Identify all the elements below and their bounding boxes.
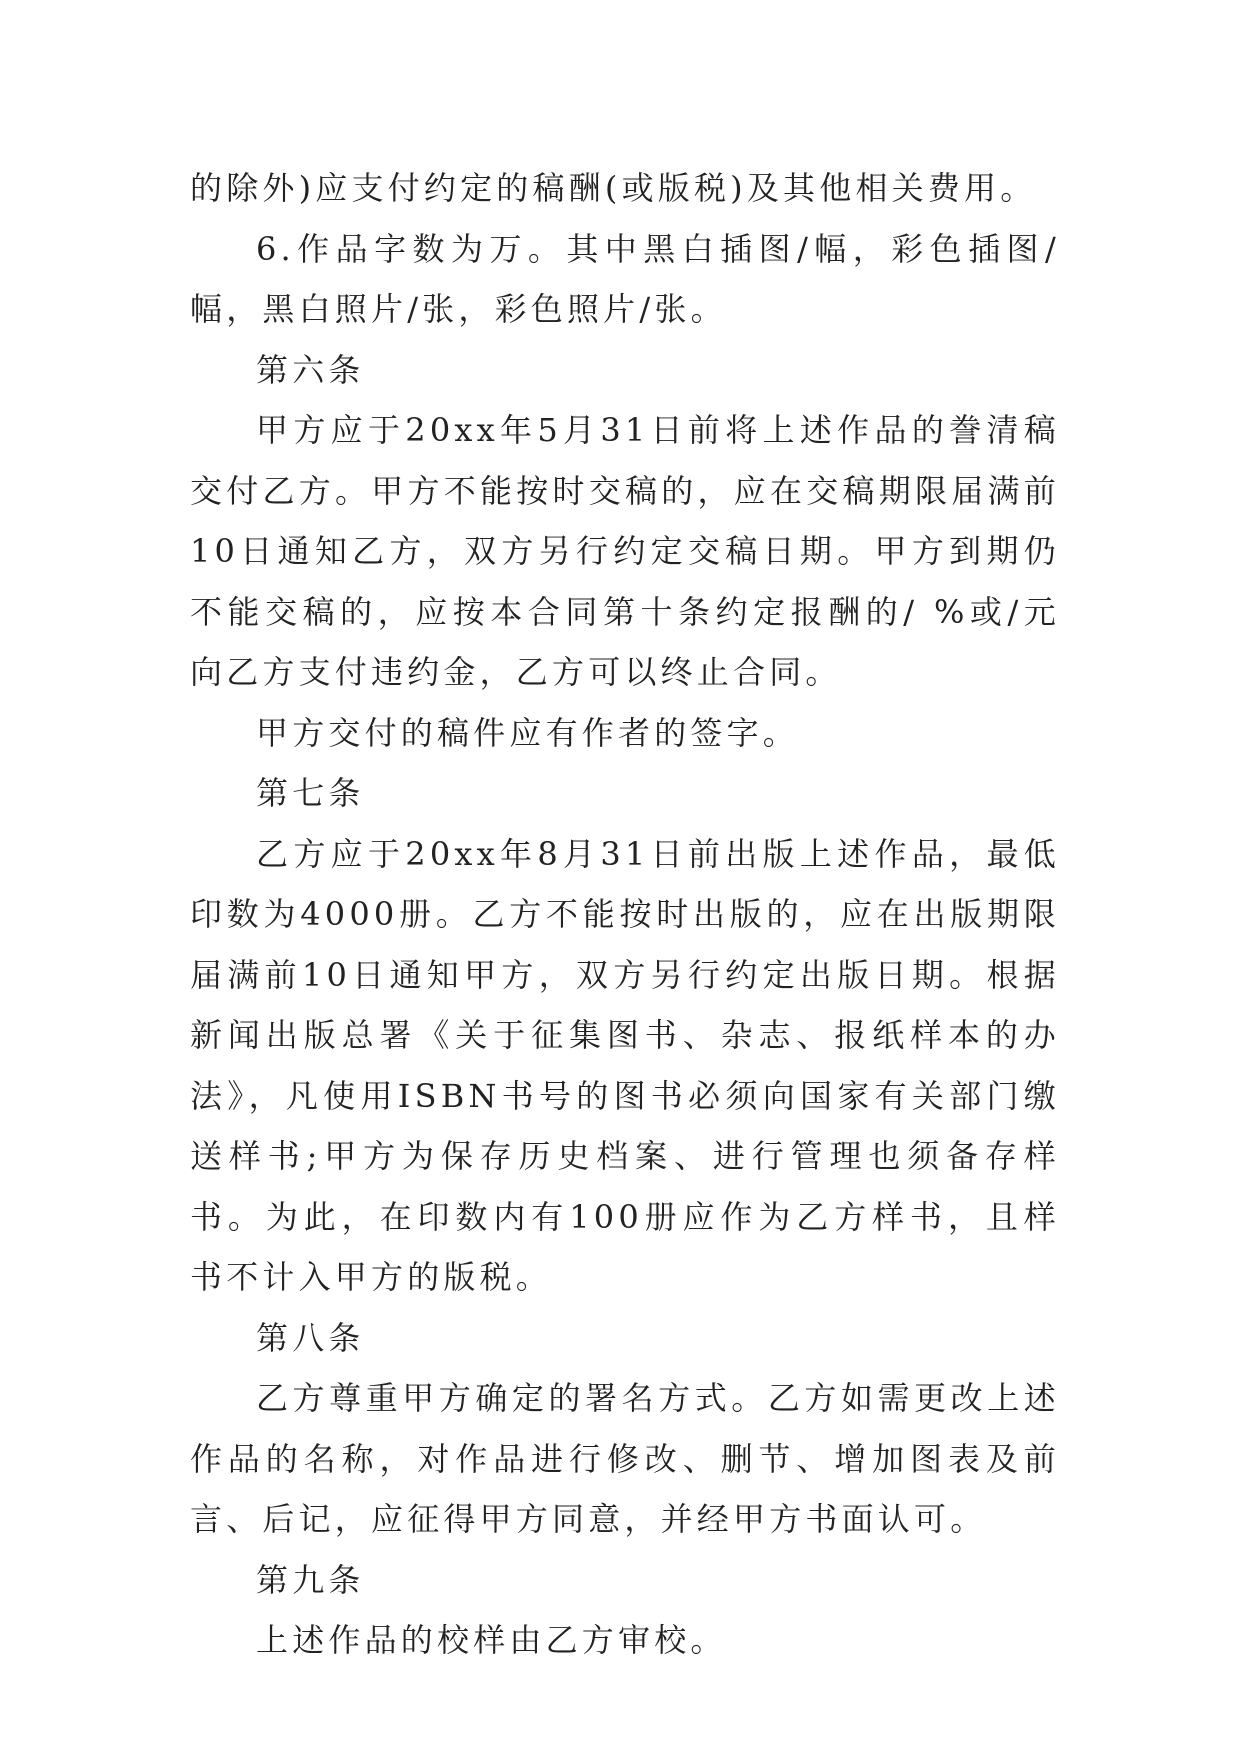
- paragraph-article-7-publication: 乙方应于20xx年8月31日前出版上述作品，最低印数为4000册。乙方不能按时出版的，应在出版期限届满前10日通知甲方，双方另行约定出版日期。根据新闻出版总署《关于征集图书、杂志、报纸样本的办法》，凡使用ISBN书号的图书必须向国家有关部门缴送样书;甲方为保存历史档案、进行管理也须备存样书。为此，在印数内有100册应作为乙方样书，且样书不计入甲方的版税。: [190, 834, 1060, 1296]
- paragraph-article-6-signature: 甲方交付的稿件应有作者的签字。: [256, 713, 800, 752]
- paragraph-word-count: 6.作品字数为万。其中黑白插图/幅，彩色插图/幅，黑白照片/张，彩色照片/张。: [190, 229, 1060, 328]
- paragraph-article-8-attribution: 乙方尊重甲方确定的署名方式。乙方如需更改上述作品的名称，对作品进行修改、删节、增加图表及前言、后记，应征得甲方同意，并经甲方书面认可。: [190, 1379, 1060, 1538]
- article-heading-6: 第六条: [256, 350, 365, 389]
- paragraph-article-6-delivery: 甲方应于20xx年5月31日前将上述作品的誊清稿交付乙方。甲方不能按时交稿的，应在交稿期限届满前10日通知乙方，双方另行约定交稿日期。甲方到期仍不能交稿的，应按本合同第十条约定报酬的/ %或/元向乙方支付违约金，乙方可以终止合同。: [190, 411, 1060, 691]
- paragraph-fee-clause-end: 的除外)应支付约定的稿酬(或版税)及其他相关费用。: [190, 169, 1037, 207]
- article-heading-8: 第八条: [256, 1318, 365, 1357]
- document-page: [190, 158, 1060, 1671]
- article-heading-7: 第七条: [256, 774, 365, 812]
- paragraph-article-9-proofreading: 上述作品的校样由乙方审校。: [256, 1621, 727, 1659]
- article-heading-9: 第九条: [256, 1560, 365, 1599]
